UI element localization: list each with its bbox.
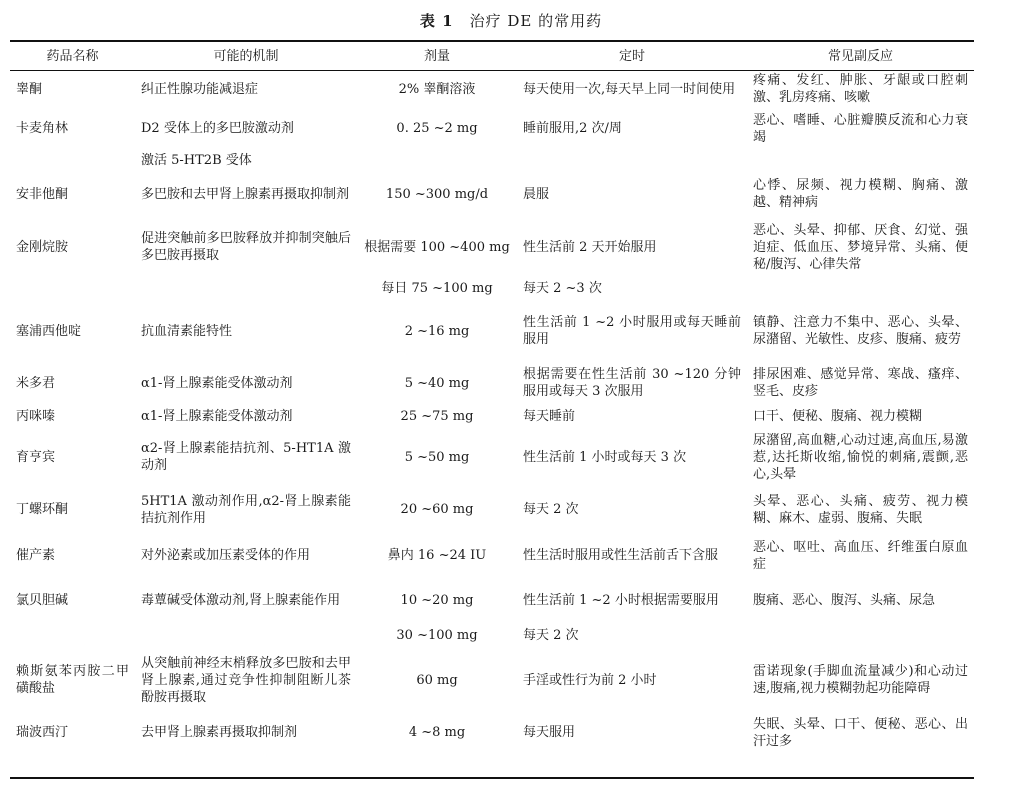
side-effects-cell <box>747 277 974 300</box>
header-mechanism: 可能的机制 <box>213 49 279 64</box>
timing-cell: 睡前服用,2 次/周 <box>523 121 622 136</box>
table-row <box>10 171 974 217</box>
side-effects-cell: 头晕、恶心、头痛、疲劳、视力模糊、麻木、虚弱、腹痛、失眠 <box>753 493 968 526</box>
mechanism-cell: 去甲肾上腺素再摄取抑制剂 <box>141 725 298 740</box>
side-effects-cell: 失眠、头晕、口干、便秘、恶心、出汗过多 <box>753 716 968 749</box>
dose-cell: 4 ~8 mg <box>408 725 466 740</box>
mechanism-cell: 5HT1A 激动剂作用,α2-肾上腺素能拮抗剂作用 <box>141 493 351 526</box>
drug-name-cell: 米多君 <box>16 375 56 391</box>
dose-cell: 5 ~50 mg <box>404 449 470 465</box>
timing-cell: 每天使用一次,每天早上同一时间使用 <box>523 81 736 97</box>
dose-cell: 25 ~75 mg <box>400 408 474 424</box>
drug-name-cell: 塞浦西他啶 <box>16 323 82 339</box>
side-effects-cell: 雷诺现象(手脚血流量减少)和心动过速,腹痛,视力模糊勃起功能障碍 <box>753 664 968 696</box>
table-caption <box>0 10 1022 31</box>
timing-cell: 每天睡前 <box>523 408 576 424</box>
table-row <box>10 533 974 578</box>
side-effects-cell: 排尿困难、感觉异常、寒战、瘙痒、竖毛、皮疹 <box>753 367 968 399</box>
table-row <box>10 362 974 404</box>
timing-cell: 每天 2 次 <box>523 502 579 517</box>
dose-cell: 0. 25 ~2 mg <box>396 121 478 136</box>
mechanism-cell: 从突触前神经末梢释放多巴胺和去甲肾上腺素,通过竞争性抑制阻断儿茶酚胺再摄取 <box>141 655 351 705</box>
side-effects-cell: 恶心、嗜睡、心脏瓣膜反流和心力衰竭 <box>753 112 968 145</box>
table-row <box>10 300 974 362</box>
timing-cell: 每天 2 次 <box>523 628 579 643</box>
dose-cell <box>357 149 517 171</box>
drug-name-cell: 丙咪嗪 <box>16 408 56 424</box>
drug-name-cell: 赖斯氨苯丙胺二甲磺酸盐 <box>16 664 129 696</box>
mechanism-cell: D2 受体上的多巴胺激动剂 <box>141 121 294 136</box>
timing-cell: 性生活前 2 天开始服用 <box>523 239 657 255</box>
side-effects-cell <box>747 149 974 171</box>
table-row <box>10 428 974 486</box>
dose-cell: 10 ~20 mg <box>400 592 474 608</box>
side-effects-cell <box>747 622 974 649</box>
dose-cell: 30 ~100 mg <box>396 628 478 643</box>
mechanism-cell: α1-肾上腺素能受体激动剂 <box>141 408 293 424</box>
drug-name-cell: 安非他酮 <box>16 186 69 202</box>
timing-cell: 晨服 <box>523 186 550 202</box>
timing-cell: 性生活前 1 ~2 小时服用或每天睡前服用 <box>523 315 741 347</box>
table-row <box>10 711 974 754</box>
table-title: 治疗 DE 的常用药 <box>469 12 603 30</box>
dose-cell: 鼻内 16 ~24 IU <box>387 548 487 563</box>
mechanism-cell: 毒蕈碱受体激动剂,肾上腺素能作用 <box>141 592 341 608</box>
bottom-rule <box>10 777 974 779</box>
table-row <box>10 486 974 533</box>
mechanism-cell <box>135 277 357 300</box>
header-side-effects: 常见副反应 <box>827 49 893 64</box>
table-row <box>10 149 974 171</box>
dose-cell: 5 ~40 mg <box>404 375 470 391</box>
dose-cell: 150 ~300 mg/d <box>385 186 489 202</box>
drug-name-cell: 丁螺环酮 <box>16 502 69 517</box>
mechanism-cell: 对外泌素或加压素受体的作用 <box>141 548 311 563</box>
drug-name-cell: 卡麦角林 <box>16 121 69 136</box>
timing-cell: 性生活前 1 小时或每天 3 次 <box>523 449 687 465</box>
timing-cell <box>517 149 747 171</box>
mechanism-cell: α1-肾上腺素能受体激动剂 <box>141 375 293 391</box>
timing-cell: 性生活时服用或性生活前舌下含服 <box>523 548 719 563</box>
drug-name-cell: 催产素 <box>16 548 56 563</box>
table-row <box>10 108 974 149</box>
side-effects-cell: 腹痛、恶心、腹泻、头痛、尿急 <box>753 592 936 608</box>
table-row <box>10 622 974 649</box>
drug-name-cell <box>10 622 135 649</box>
dose-cell: 2 ~16 mg <box>404 323 470 339</box>
mechanism-cell <box>135 622 357 649</box>
timing-cell: 根据需要在性生活前 30 ~120 分钟服用或每天 3 次服用 <box>523 367 741 399</box>
drug-name-cell: 氯贝胆碱 <box>16 592 69 608</box>
drug-name-cell <box>10 149 135 171</box>
table-row <box>10 70 974 108</box>
dose-cell: 根据需要 100 ~400 mg <box>364 239 510 255</box>
table-number: 表 1 <box>419 12 454 30</box>
timing-cell: 手淫或性行为前 2 小时 <box>523 672 657 688</box>
mechanism-cell: 促进突触前多巴胺释放并抑制突触后多巴胺再摄取 <box>141 231 351 263</box>
table-row <box>10 217 974 277</box>
mechanism-cell: 激活 5-HT2B 受体 <box>141 152 252 168</box>
dose-cell: 20 ~60 mg <box>400 502 474 517</box>
drug-name-cell: 金刚烷胺 <box>16 239 69 255</box>
dose-cell: 2% 睾酮溶液 <box>398 81 476 97</box>
table-row <box>10 578 974 622</box>
table-row <box>10 277 974 300</box>
header-drug-name: 药品名称 <box>46 49 99 64</box>
header-timing: 定时 <box>618 49 645 64</box>
top-rule <box>10 40 974 42</box>
table-header-row <box>10 43 974 70</box>
side-effects-cell: 口干、便秘、腹痛、视力模糊 <box>753 408 923 424</box>
side-effects-cell: 心悸、尿频、视力模糊、胸痛、激越、精神病 <box>753 178 968 210</box>
dose-cell: 每日 75 ~100 mg <box>381 281 493 296</box>
drug-name-cell: 睾酮 <box>16 81 43 97</box>
timing-cell: 每天服用 <box>523 725 576 740</box>
dose-cell: 60 mg <box>416 672 458 688</box>
mechanism-cell: 纠正性腺功能减退症 <box>141 81 259 97</box>
timing-cell: 每天 2 ~3 次 <box>523 281 602 296</box>
mechanism-cell: α2-肾上腺素能拮抗剂、5-HT1A 激动剂 <box>141 441 351 473</box>
side-effects-cell: 恶心、呕吐、高血压、纤维蛋白原血症 <box>753 539 968 572</box>
side-effects-cell: 疼痛、发红、肿胀、牙龈或口腔刺激、乳房疼痛、咳嗽 <box>753 73 968 105</box>
drug-name-cell: 瑞波西汀 <box>16 725 69 740</box>
side-effects-cell: 恶心、头晕、抑郁、厌食、幻觉、强迫症、低血压、梦境异常、头痛、便秘/腹泻、心律失常 <box>753 222 968 272</box>
drug-table <box>10 43 974 754</box>
drug-name-cell <box>10 277 135 300</box>
side-effects-cell: 尿潴留,高血糖,心动过速,高血压,易激惹,达托斯收缩,愉悦的刺痛,震颤,恶心,头晕 <box>753 432 968 482</box>
timing-cell: 性生活前 1 ~2 小时根据需要服用 <box>523 592 719 608</box>
drug-name-cell: 育亨宾 <box>16 449 56 465</box>
mechanism-cell: 抗血清素能特性 <box>141 323 233 339</box>
table-row <box>10 649 974 711</box>
side-effects-cell: 镇静、注意力不集中、恶心、头晕、尿潴留、光敏性、皮疹、腹痛、疲劳 <box>753 315 968 347</box>
header-dose: 剂量 <box>423 49 450 64</box>
table-row <box>10 404 974 428</box>
mechanism-cell: 多巴胺和去甲肾上腺素再摄取抑制剂 <box>141 186 350 202</box>
